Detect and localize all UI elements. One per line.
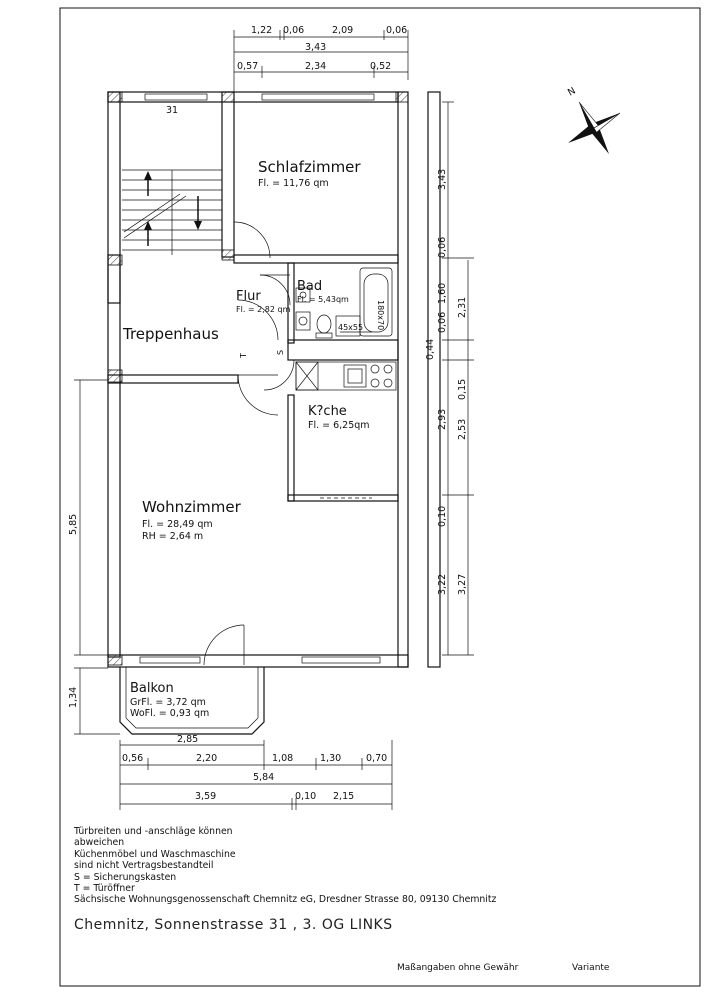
note-line: abweichen bbox=[74, 837, 125, 849]
dim-right-7: 0,10 bbox=[437, 505, 448, 527]
note-line: Küchenmöbel und Waschmaschine bbox=[74, 848, 236, 860]
dim-bottom-2: 2,20 bbox=[196, 753, 218, 764]
staircase bbox=[122, 170, 222, 255]
dim-bottom-5: 0,70 bbox=[366, 753, 388, 764]
note-line: S = Sicherungskasten bbox=[74, 871, 177, 883]
fuse-box-mark: S bbox=[276, 349, 285, 355]
dim-top-5: 0,57 bbox=[237, 61, 259, 72]
stair-arrow-down-icon bbox=[194, 196, 202, 230]
dim-left-2: 1,34 bbox=[68, 686, 79, 708]
room-area-flur: Fl. = 2,82 qm bbox=[236, 305, 291, 314]
kitchen-counter bbox=[296, 362, 396, 390]
room-label-wohnzimmer: Wohnzimmer bbox=[142, 498, 241, 516]
address-title: Chemnitz, Sonnenstrasse 31 , 3. OG LINKS bbox=[74, 917, 393, 933]
disclaimer-text: Maßangaben ohne Gewähr bbox=[397, 963, 519, 973]
dim-right-4: 0,06 bbox=[437, 311, 448, 333]
bathtub-icon bbox=[360, 268, 392, 336]
room-label-treppenhaus: Treppenhaus bbox=[123, 325, 219, 343]
stove-icon bbox=[371, 365, 392, 387]
dim-right-1: 3,43 bbox=[437, 168, 448, 190]
note-line: T = Türöffner bbox=[74, 883, 135, 895]
dim-top-4: 0,06 bbox=[386, 25, 408, 36]
note-line: sind nicht Vertragsbestandteil bbox=[74, 860, 214, 872]
dim-bottom-3: 1,08 bbox=[272, 753, 294, 764]
room-height-wohnzimmer: RH = 2,64 m bbox=[142, 531, 204, 542]
room-area-wohnzimmer: Fl. = 28,49 qm bbox=[142, 519, 213, 530]
room-label-flur: Flur bbox=[236, 289, 261, 304]
dim-bottom-total: 5,84 bbox=[253, 772, 275, 783]
note-line: Türbreiten und -anschläge können bbox=[74, 826, 233, 837]
room-grossarea-balkon: GrFl. = 3,72 qm bbox=[130, 697, 206, 708]
room-label-schlafzimmer: Schlafzimmer bbox=[258, 158, 361, 176]
toilet-icon bbox=[316, 315, 332, 338]
shower-size-label: 45x55 bbox=[338, 323, 364, 332]
stair-number-label: 31 bbox=[166, 105, 179, 116]
room-livingarea-balkon: WoFl. = 0,93 qm bbox=[130, 708, 210, 719]
stair-arrow-up-icon bbox=[144, 171, 152, 246]
dim-right-3: 1,60 bbox=[437, 282, 448, 304]
dim-right-8: 3,22 bbox=[437, 573, 448, 595]
dim-top-2: 0,06 bbox=[283, 25, 305, 36]
door-opener-mark: T bbox=[239, 353, 248, 358]
dim-bottom-6: 3,59 bbox=[195, 791, 217, 802]
dim-bottom-8: 2,15 bbox=[333, 791, 355, 802]
dim-bottom-7: 0,10 bbox=[295, 791, 317, 802]
bathtub-size-label: 180x70 bbox=[376, 300, 385, 331]
dim-left-1: 5,85 bbox=[68, 513, 79, 535]
room-area-kueche: Fl. = 6,25qm bbox=[308, 420, 370, 431]
dim-right-5: 0,44 bbox=[425, 338, 436, 360]
plan-notes bbox=[74, 826, 496, 906]
compass-north-label: N bbox=[566, 85, 578, 99]
compass-rose-icon bbox=[553, 87, 635, 169]
room-label-bad: Bad bbox=[297, 279, 323, 294]
dim-right-6: 2,93 bbox=[437, 408, 448, 430]
room-area-bad: Fl. = 5,43qm bbox=[297, 295, 349, 304]
room-label-kueche: K?che bbox=[308, 404, 347, 419]
dim-right-9: 2,31 bbox=[457, 296, 468, 318]
dim-right-11: 2,53 bbox=[457, 418, 468, 440]
dim-top-total: 3,43 bbox=[305, 42, 327, 53]
dim-bottom-balcony: 2,85 bbox=[177, 734, 199, 745]
dim-right-2: 0,06 bbox=[437, 236, 448, 258]
dim-bottom-1: 0,56 bbox=[122, 753, 144, 764]
dim-bottom-4: 1,30 bbox=[320, 753, 342, 764]
dim-top-7: 0,52 bbox=[370, 61, 392, 72]
note-line: Sächsische Wohnungsgenossenschaft Chemnitz eG, Dresdner Strasse 80, 09130 Chemnitz bbox=[74, 894, 497, 906]
dim-top-1: 1,22 bbox=[251, 25, 273, 36]
dim-right-12: 3,27 bbox=[457, 573, 468, 595]
dim-top-3: 2,09 bbox=[332, 25, 354, 36]
room-label-balkon: Balkon bbox=[130, 681, 174, 696]
room-area-schlafzimmer: Fl. = 11,76 qm bbox=[258, 178, 329, 189]
variant-label: Variante bbox=[572, 963, 610, 973]
dim-top-6: 2,34 bbox=[305, 61, 327, 72]
dim-right-10: 0,15 bbox=[457, 378, 468, 400]
